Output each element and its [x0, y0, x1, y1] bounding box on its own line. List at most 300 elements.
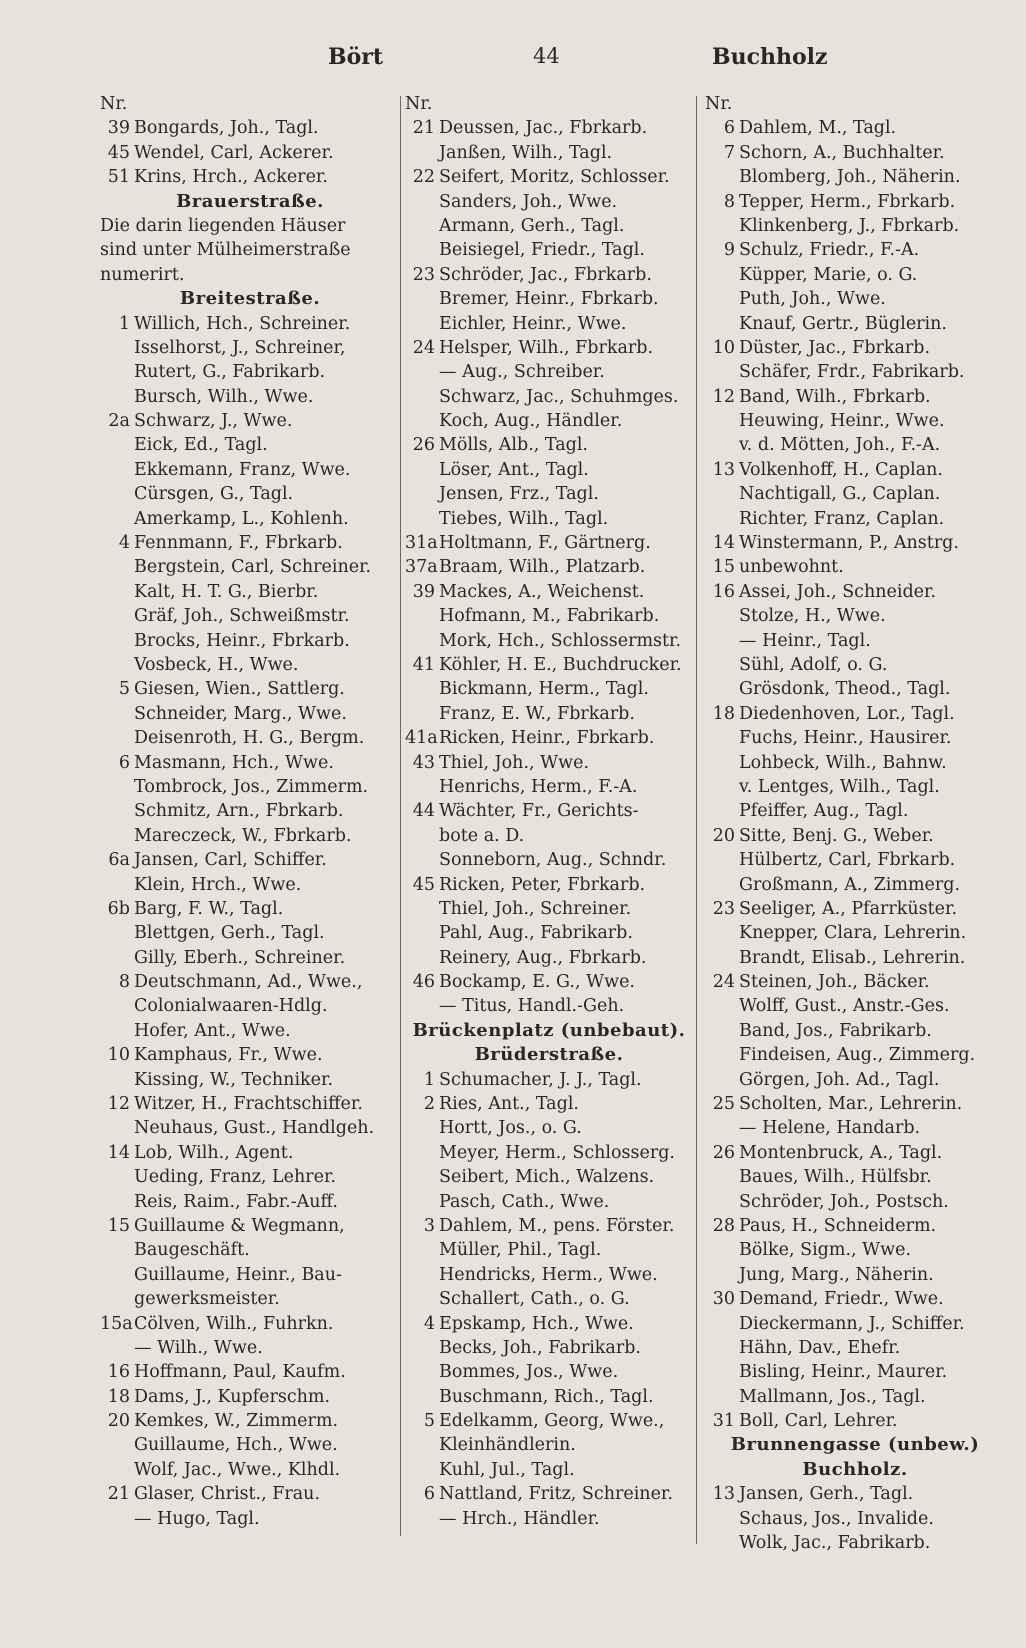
resident-entry — [100, 1190, 400, 1214]
resident-entry — [100, 921, 400, 945]
resident-entry — [705, 1165, 1005, 1189]
resident-text: Montenbruck, A., Tagl. — [739, 1142, 943, 1163]
resident-text: Richter, Franz, Caplan. — [739, 508, 945, 529]
house-entry — [705, 458, 1005, 482]
house-entry — [405, 433, 693, 457]
street-heading: Brückenplatz (unbebaut). — [412, 1019, 686, 1041]
resident-text: Mackes, A., Weichenst. — [439, 581, 645, 602]
house-entry — [405, 165, 693, 189]
resident-text: Deussen, Jac., Fbrkarb. — [439, 118, 648, 139]
resident-text: Volkenhoff, H., Caplan. — [739, 459, 943, 480]
resident-text: Knepper, Clara, Lehrerin. — [739, 923, 967, 944]
house-entry — [405, 970, 693, 994]
house-number: 15 — [712, 557, 735, 578]
resident-text: Fuchs, Heinr., Hausirer. — [739, 728, 952, 749]
resident-text: Amerkamp, L., Kohlenh. — [134, 508, 349, 529]
resident-entry — [705, 1385, 1005, 1409]
house-entry — [705, 1141, 1005, 1165]
resident-text: bote a. D. — [439, 825, 525, 846]
resident-text: Blomberg, Joh., Näherin. — [739, 167, 961, 188]
resident-text: Wächter, Fr., Gerichts- — [439, 801, 639, 822]
resident-text: Bergstein, Carl, Schreiner. — [134, 557, 372, 578]
resident-text: Heuwing, Heinr., Wwe. — [739, 411, 945, 432]
house-number: 9 — [723, 240, 735, 261]
resident-entry — [705, 726, 1005, 750]
street-heading: Brüderstraße. — [474, 1044, 624, 1066]
resident-entry — [100, 1458, 400, 1482]
resident-entry — [100, 555, 400, 579]
resident-text: Colonialwaaren-Hdlg. — [134, 996, 328, 1017]
resident-text: Diedenhoven, Lor., Tagl. — [739, 703, 955, 724]
resident-entry — [100, 580, 400, 604]
resident-entry — [100, 994, 400, 1018]
resident-text: Hendricks, Herm., Wwe. — [439, 1264, 658, 1285]
resident-entry — [100, 946, 400, 970]
resident-text: — Wilh., Wwe. — [134, 1337, 263, 1358]
resident-entry — [100, 726, 400, 750]
resident-text: Köhler, H. E., Buchdrucker. — [439, 654, 682, 675]
house-number: 20 — [107, 1411, 130, 1432]
resident-text: Deutschmann, Ad., Wwe., — [134, 972, 363, 993]
resident-entry — [100, 385, 400, 409]
resident-text: Bockamp, E. G., Wwe. — [439, 972, 635, 993]
resident-entry — [100, 799, 400, 823]
resident-entry — [705, 312, 1005, 336]
house-number: 44 — [412, 801, 435, 822]
resident-text: Hülbertz, Carl, Fbrkarb. — [739, 850, 956, 871]
house-entry — [405, 1214, 693, 1238]
resident-text: Band, Wilh., Fbrkarb. — [739, 386, 931, 407]
house-entry — [405, 336, 693, 360]
house-number: 51 — [107, 167, 130, 188]
house-entry — [100, 116, 400, 140]
resident-entry — [705, 1360, 1005, 1384]
house-entry — [100, 1409, 400, 1433]
resident-entry — [405, 1507, 693, 1531]
resident-text: Ricken, Heinr., Fbrkarb. — [439, 728, 655, 749]
house-number: 23 — [412, 264, 435, 285]
column-2 — [405, 92, 693, 1531]
house-number: 12 — [712, 386, 735, 407]
house-entry — [100, 848, 400, 872]
resident-entry — [100, 1507, 400, 1531]
resident-text: Seeliger, A., Pfarrküster. — [739, 898, 958, 919]
resident-entry — [100, 1116, 400, 1140]
resident-text: Görgen, Joh. Ad., Tagl. — [739, 1069, 940, 1090]
resident-entry — [405, 458, 693, 482]
resident-text: Glaser, Christ., Frau. — [134, 1484, 321, 1505]
resident-text: Schmitz, Arn., Fbrkarb. — [134, 801, 344, 822]
resident-text: Findeisen, Aug., Zimmerg. — [739, 1045, 976, 1066]
resident-text: Kissing, W., Techniker. — [134, 1069, 334, 1090]
resident-entry — [405, 214, 693, 238]
resident-entry — [405, 1360, 693, 1384]
house-entry — [405, 116, 693, 140]
header-left-street: Bört — [328, 44, 384, 70]
resident-text: Jung, Marg., Näherin. — [739, 1264, 934, 1285]
resident-entry — [705, 799, 1005, 823]
resident-text: Löser, Ant., Tagl. — [439, 459, 589, 480]
resident-text: — Aug., Schreiber. — [439, 362, 605, 383]
resident-entry — [405, 482, 693, 506]
house-entry — [100, 897, 400, 921]
house-number: 41a — [405, 728, 438, 749]
header-right-street: Buchholz — [712, 44, 828, 70]
street-heading: Brunnengasse (unbew.) — [730, 1434, 980, 1456]
house-number: 30 — [712, 1289, 735, 1310]
house-entry — [405, 873, 693, 897]
resident-text: Brandt, Elisab., Lehrerin. — [739, 947, 966, 968]
house-number: 12 — [107, 1094, 130, 1115]
house-number: 13 — [712, 1484, 735, 1505]
house-entry — [100, 141, 400, 165]
street-heading: Brauerstraße. — [176, 190, 324, 212]
house-entry — [405, 1482, 693, 1506]
resident-text: Düster, Jac., Fbrkarb. — [739, 337, 931, 358]
resident-entry — [705, 263, 1005, 287]
house-entry — [405, 799, 693, 823]
house-number: 2a — [108, 411, 130, 432]
resident-text: Armann, Gerh., Tagl. — [439, 215, 625, 236]
house-entry — [705, 141, 1005, 165]
resident-text: Hähn, Dav., Ehefr. — [739, 1337, 901, 1358]
house-number: 2 — [423, 1094, 435, 1115]
resident-text: Bremer, Heinr., Fbrkarb. — [439, 289, 659, 310]
resident-entry — [705, 1507, 1005, 1531]
house-number: 6 — [118, 752, 130, 773]
resident-text: Baugeschäft. — [134, 1240, 250, 1261]
house-entry — [705, 238, 1005, 262]
house-entry — [405, 653, 693, 677]
house-entry — [405, 1092, 693, 1116]
resident-entry — [705, 214, 1005, 238]
resident-text: Schumacher, J. J., Tagl. — [439, 1069, 642, 1090]
resident-text: Jansen, Carl, Schiffer. — [134, 850, 327, 871]
house-number: 20 — [712, 825, 735, 846]
resident-text: Schaus, Jos., Invalide. — [739, 1508, 934, 1529]
resident-text: Seifert, Moritz, Schlosser. — [439, 167, 670, 188]
resident-text: Witzer, H., Frachtschiffer. — [134, 1094, 363, 1115]
resident-entry — [405, 1190, 693, 1214]
house-entry — [705, 385, 1005, 409]
resident-text: Guillaume & Wegmann, — [134, 1215, 345, 1236]
resident-entry — [405, 629, 693, 653]
resident-text: Brocks, Heinr., Fbrkarb. — [134, 630, 350, 651]
resident-entry — [100, 1287, 400, 1311]
resident-text: Ekkemann, Franz, Wwe. — [134, 459, 351, 480]
resident-entry — [405, 1336, 693, 1360]
resident-entry — [405, 946, 693, 970]
house-number: 26 — [712, 1142, 735, 1163]
resident-text: Tombrock, Jos., Zimmerm. — [134, 776, 369, 797]
resident-entry — [100, 653, 400, 677]
house-entry — [100, 751, 400, 775]
resident-entry — [100, 1433, 400, 1457]
house-number: 28 — [712, 1215, 735, 1236]
resident-entry — [705, 1263, 1005, 1287]
house-entry — [705, 702, 1005, 726]
resident-text: Bisling, Heinr., Maurer. — [739, 1362, 948, 1383]
house-number: 21 — [107, 1484, 130, 1505]
house-entry — [405, 1409, 693, 1433]
resident-text: Bommes, Jos., Wwe. — [439, 1362, 619, 1383]
resident-text: Lohbeck, Wilh., Bahnw. — [739, 752, 947, 773]
resident-text: Müller, Phil., Tagl. — [439, 1240, 602, 1261]
resident-text: — Hugo, Tagl. — [134, 1508, 260, 1529]
resident-text: Janßen, Wilh., Tagl. — [439, 142, 613, 163]
resident-text: Edelkamm, Georg, Wwe., — [439, 1411, 665, 1432]
resident-text: Eichler, Heinr., Wwe. — [439, 313, 627, 334]
resident-text: Braam, Wilh., Platzarb. — [439, 557, 646, 578]
resident-entry — [405, 824, 693, 848]
resident-entry — [705, 433, 1005, 457]
resident-text: Giesen, Wien., Sattlerg. — [134, 679, 345, 700]
resident-text: Steinen, Joh., Bäcker. — [739, 972, 930, 993]
resident-text: Bursch, Wilh., Wwe. — [134, 386, 314, 407]
resident-entry — [405, 190, 693, 214]
house-number: 46 — [412, 972, 435, 993]
resident-entry — [705, 1531, 1005, 1555]
house-number: 37a — [405, 557, 438, 578]
resident-entry — [100, 1165, 400, 1189]
house-number: 1 — [118, 313, 130, 334]
house-entry — [100, 677, 400, 701]
house-number: 16 — [712, 581, 735, 602]
resident-text: Schröder, Jac., Fbrkarb. — [439, 264, 652, 285]
resident-entry — [705, 360, 1005, 384]
house-entry — [705, 1214, 1005, 1238]
resident-text: Sühl, Adolf, o. G. — [739, 654, 888, 675]
house-number: 18 — [107, 1386, 130, 1407]
resident-entry — [405, 677, 693, 701]
house-number: 5 — [423, 1411, 435, 1432]
house-entry — [705, 116, 1005, 140]
resident-entry — [405, 1287, 693, 1311]
house-entry — [405, 580, 693, 604]
resident-text: Großmann, A., Zimmerg. — [739, 874, 961, 895]
resident-text: Stolze, H., Wwe. — [739, 606, 886, 627]
resident-text: unbewohnt. — [739, 557, 844, 578]
house-number: 26 — [412, 435, 435, 456]
resident-text: Thiel, Joh., Wwe. — [439, 752, 590, 773]
resident-entry — [100, 482, 400, 506]
resident-text: Sitte, Benj. G., Weber. — [739, 825, 934, 846]
resident-text: Sanders, Joh., Wwe. — [439, 191, 618, 212]
house-entry — [705, 1482, 1005, 1506]
resident-entry — [705, 921, 1005, 945]
house-entry — [100, 1482, 400, 1506]
house-number: 21 — [412, 118, 435, 139]
house-entry — [705, 336, 1005, 360]
resident-entry — [100, 873, 400, 897]
resident-text: Reis, Raim., Fabr.-Auff. — [134, 1191, 338, 1212]
note-line: sind unter Mülheimerstraße — [100, 240, 351, 261]
resident-entry — [100, 1019, 400, 1043]
resident-text: Helsper, Wilh., Fbrkarb. — [439, 337, 654, 358]
house-number: 23 — [712, 898, 735, 919]
resident-entry — [100, 775, 400, 799]
resident-text: Henrichs, Herm., F.-A. — [439, 776, 638, 797]
resident-entry — [405, 1238, 693, 1262]
house-number: 15a — [100, 1313, 133, 1334]
resident-entry — [705, 677, 1005, 701]
house-number: 39 — [107, 118, 130, 139]
resident-entry — [100, 702, 400, 726]
resident-entry — [705, 1043, 1005, 1067]
resident-text: Schäfer, Frdr., Fabrikarb. — [739, 362, 965, 383]
resident-text: Cölven, Wilh., Fuhrkn. — [134, 1313, 334, 1334]
house-entry — [705, 1409, 1005, 1433]
resident-entry — [100, 1068, 400, 1092]
resident-text: Mölls, Alb., Tagl. — [439, 435, 588, 456]
resident-text: v. d. Mötten, Joh., F.-A. — [739, 435, 941, 456]
resident-text: Wendel, Carl, Ackerer. — [134, 142, 334, 163]
house-number: 8 — [118, 972, 130, 993]
resident-entry — [405, 994, 693, 1018]
house-number: 10 — [107, 1045, 130, 1066]
resident-text: Bickmann, Herm., Tagl. — [439, 679, 649, 700]
house-number: 24 — [712, 972, 735, 993]
page-header — [0, 44, 1026, 78]
house-entry — [405, 751, 693, 775]
resident-text: Ricken, Peter, Fbrkarb. — [439, 874, 646, 895]
street-heading: Buchholz. — [802, 1458, 908, 1480]
resident-text: Dahlem, M., Tagl. — [739, 118, 897, 139]
house-number: 18 — [712, 703, 735, 724]
column-3 — [705, 92, 1005, 1555]
house-entry — [705, 824, 1005, 848]
house-entry — [405, 531, 693, 555]
resident-entry — [405, 287, 693, 311]
resident-entry — [405, 409, 693, 433]
house-number: 1 — [423, 1069, 435, 1090]
house-number: 16 — [107, 1362, 130, 1383]
resident-text: Wolff, Gust., Anstr.-Ges. — [739, 996, 950, 1017]
resident-text: Baues, Wilh., Hülfsbr. — [739, 1167, 932, 1188]
resident-entry — [100, 360, 400, 384]
house-number: 41 — [412, 654, 435, 675]
resident-entry — [705, 1336, 1005, 1360]
resident-entry — [705, 1068, 1005, 1092]
house-entry — [100, 531, 400, 555]
resident-entry — [405, 604, 693, 628]
house-entry — [705, 897, 1005, 921]
house-number: 14 — [107, 1142, 130, 1163]
resident-entry — [705, 848, 1005, 872]
house-entry — [705, 531, 1005, 555]
resident-text: Gräf, Joh., Schweißmstr. — [134, 606, 350, 627]
house-number: 43 — [412, 752, 435, 773]
resident-entry — [405, 921, 693, 945]
resident-entry — [405, 1263, 693, 1287]
column-1 — [100, 92, 400, 1531]
house-number: 22 — [412, 167, 435, 188]
resident-text: Bölke, Sigm., Wwe. — [739, 1240, 912, 1261]
resident-entry — [405, 141, 693, 165]
resident-text: Guillaume, Hch., Wwe. — [134, 1435, 338, 1456]
resident-text: Willich, Hch., Schreiner. — [134, 313, 351, 334]
resident-text: Grösdonk, Theod., Tagl. — [739, 679, 951, 700]
resident-entry — [405, 897, 693, 921]
house-number: 5 — [118, 679, 130, 700]
resident-text: Mallmann, Jos., Tagl. — [739, 1386, 926, 1407]
resident-text: Knauf, Gertr., Büglerin. — [739, 313, 947, 334]
resident-text: Blettgen, Gerh., Tagl. — [134, 923, 325, 944]
house-entry — [100, 1141, 400, 1165]
resident-text: Dahlem, M., pens. Förster. — [439, 1215, 675, 1236]
resident-entry — [100, 1263, 400, 1287]
house-number: 31 — [712, 1411, 735, 1432]
resident-entry — [705, 507, 1005, 531]
resident-text: Jansen, Gerh., Tagl. — [739, 1484, 914, 1505]
resident-text: Scholten, Mar., Lehrerin. — [739, 1094, 963, 1115]
resident-entry — [705, 873, 1005, 897]
resident-entry — [705, 287, 1005, 311]
resident-entry — [100, 604, 400, 628]
resident-entry — [405, 775, 693, 799]
resident-entry — [405, 1385, 693, 1409]
resident-entry — [705, 629, 1005, 653]
resident-entry — [705, 482, 1005, 506]
note-line: numerirt. — [100, 264, 185, 285]
house-entry — [705, 1287, 1005, 1311]
resident-text: Assei, Joh., Schneider. — [739, 581, 937, 602]
house-number: 7 — [723, 142, 735, 163]
house-entry — [405, 263, 693, 287]
house-number: 6a — [108, 850, 130, 871]
resident-entry — [100, 1238, 400, 1262]
resident-text: Guillaume, Heinr., Bau- — [134, 1264, 342, 1285]
house-number: 45 — [412, 874, 435, 895]
house-entry — [100, 1214, 400, 1238]
resident-text: Puth, Joh., Wwe. — [739, 289, 886, 310]
resident-entry — [705, 165, 1005, 189]
resident-text: — Heinr., Tagl. — [739, 630, 871, 651]
resident-text: Buschmann, Rich., Tagl. — [439, 1386, 654, 1407]
house-entry — [100, 1312, 400, 1336]
resident-text: Koch, Aug., Händler. — [439, 411, 623, 432]
note-line: Nr. — [405, 94, 433, 114]
house-entry — [705, 190, 1005, 214]
house-entry — [405, 726, 693, 750]
resident-text: Kuhl, Jul., Tagl. — [439, 1459, 575, 1480]
house-entry — [705, 555, 1005, 579]
resident-entry — [100, 458, 400, 482]
resident-text: Tiebes, Wilh., Tagl. — [439, 508, 609, 529]
note-line: Nr. — [705, 94, 733, 114]
house-number: 13 — [712, 459, 735, 480]
house-number: 10 — [712, 337, 735, 358]
resident-entry — [705, 604, 1005, 628]
resident-text: Schulz, Friedr., F.-A. — [739, 240, 920, 261]
column-divider — [400, 96, 401, 1536]
resident-entry — [100, 336, 400, 360]
resident-text: Schröder, Joh., Postsch. — [739, 1191, 949, 1212]
resident-text: Kamphaus, Fr., Wwe. — [134, 1045, 323, 1066]
resident-text: Demand, Friedr., Wwe. — [739, 1289, 944, 1310]
resident-entry — [405, 507, 693, 531]
resident-text: Jensen, Frz., Tagl. — [439, 484, 599, 505]
resident-text: Klinkenberg, J., Fbrkarb. — [739, 215, 960, 236]
resident-text: Fennmann, F., Fbrkarb. — [134, 533, 343, 554]
resident-entry — [405, 385, 693, 409]
resident-text: Cürsgen, G., Tagl. — [134, 484, 294, 505]
resident-entry — [405, 848, 693, 872]
resident-text: Neuhaus, Gust., Handlgeh. — [134, 1118, 375, 1139]
resident-text: v. Lentges, Wilh., Tagl. — [739, 776, 940, 797]
resident-entry — [705, 751, 1005, 775]
resident-entry — [705, 994, 1005, 1018]
